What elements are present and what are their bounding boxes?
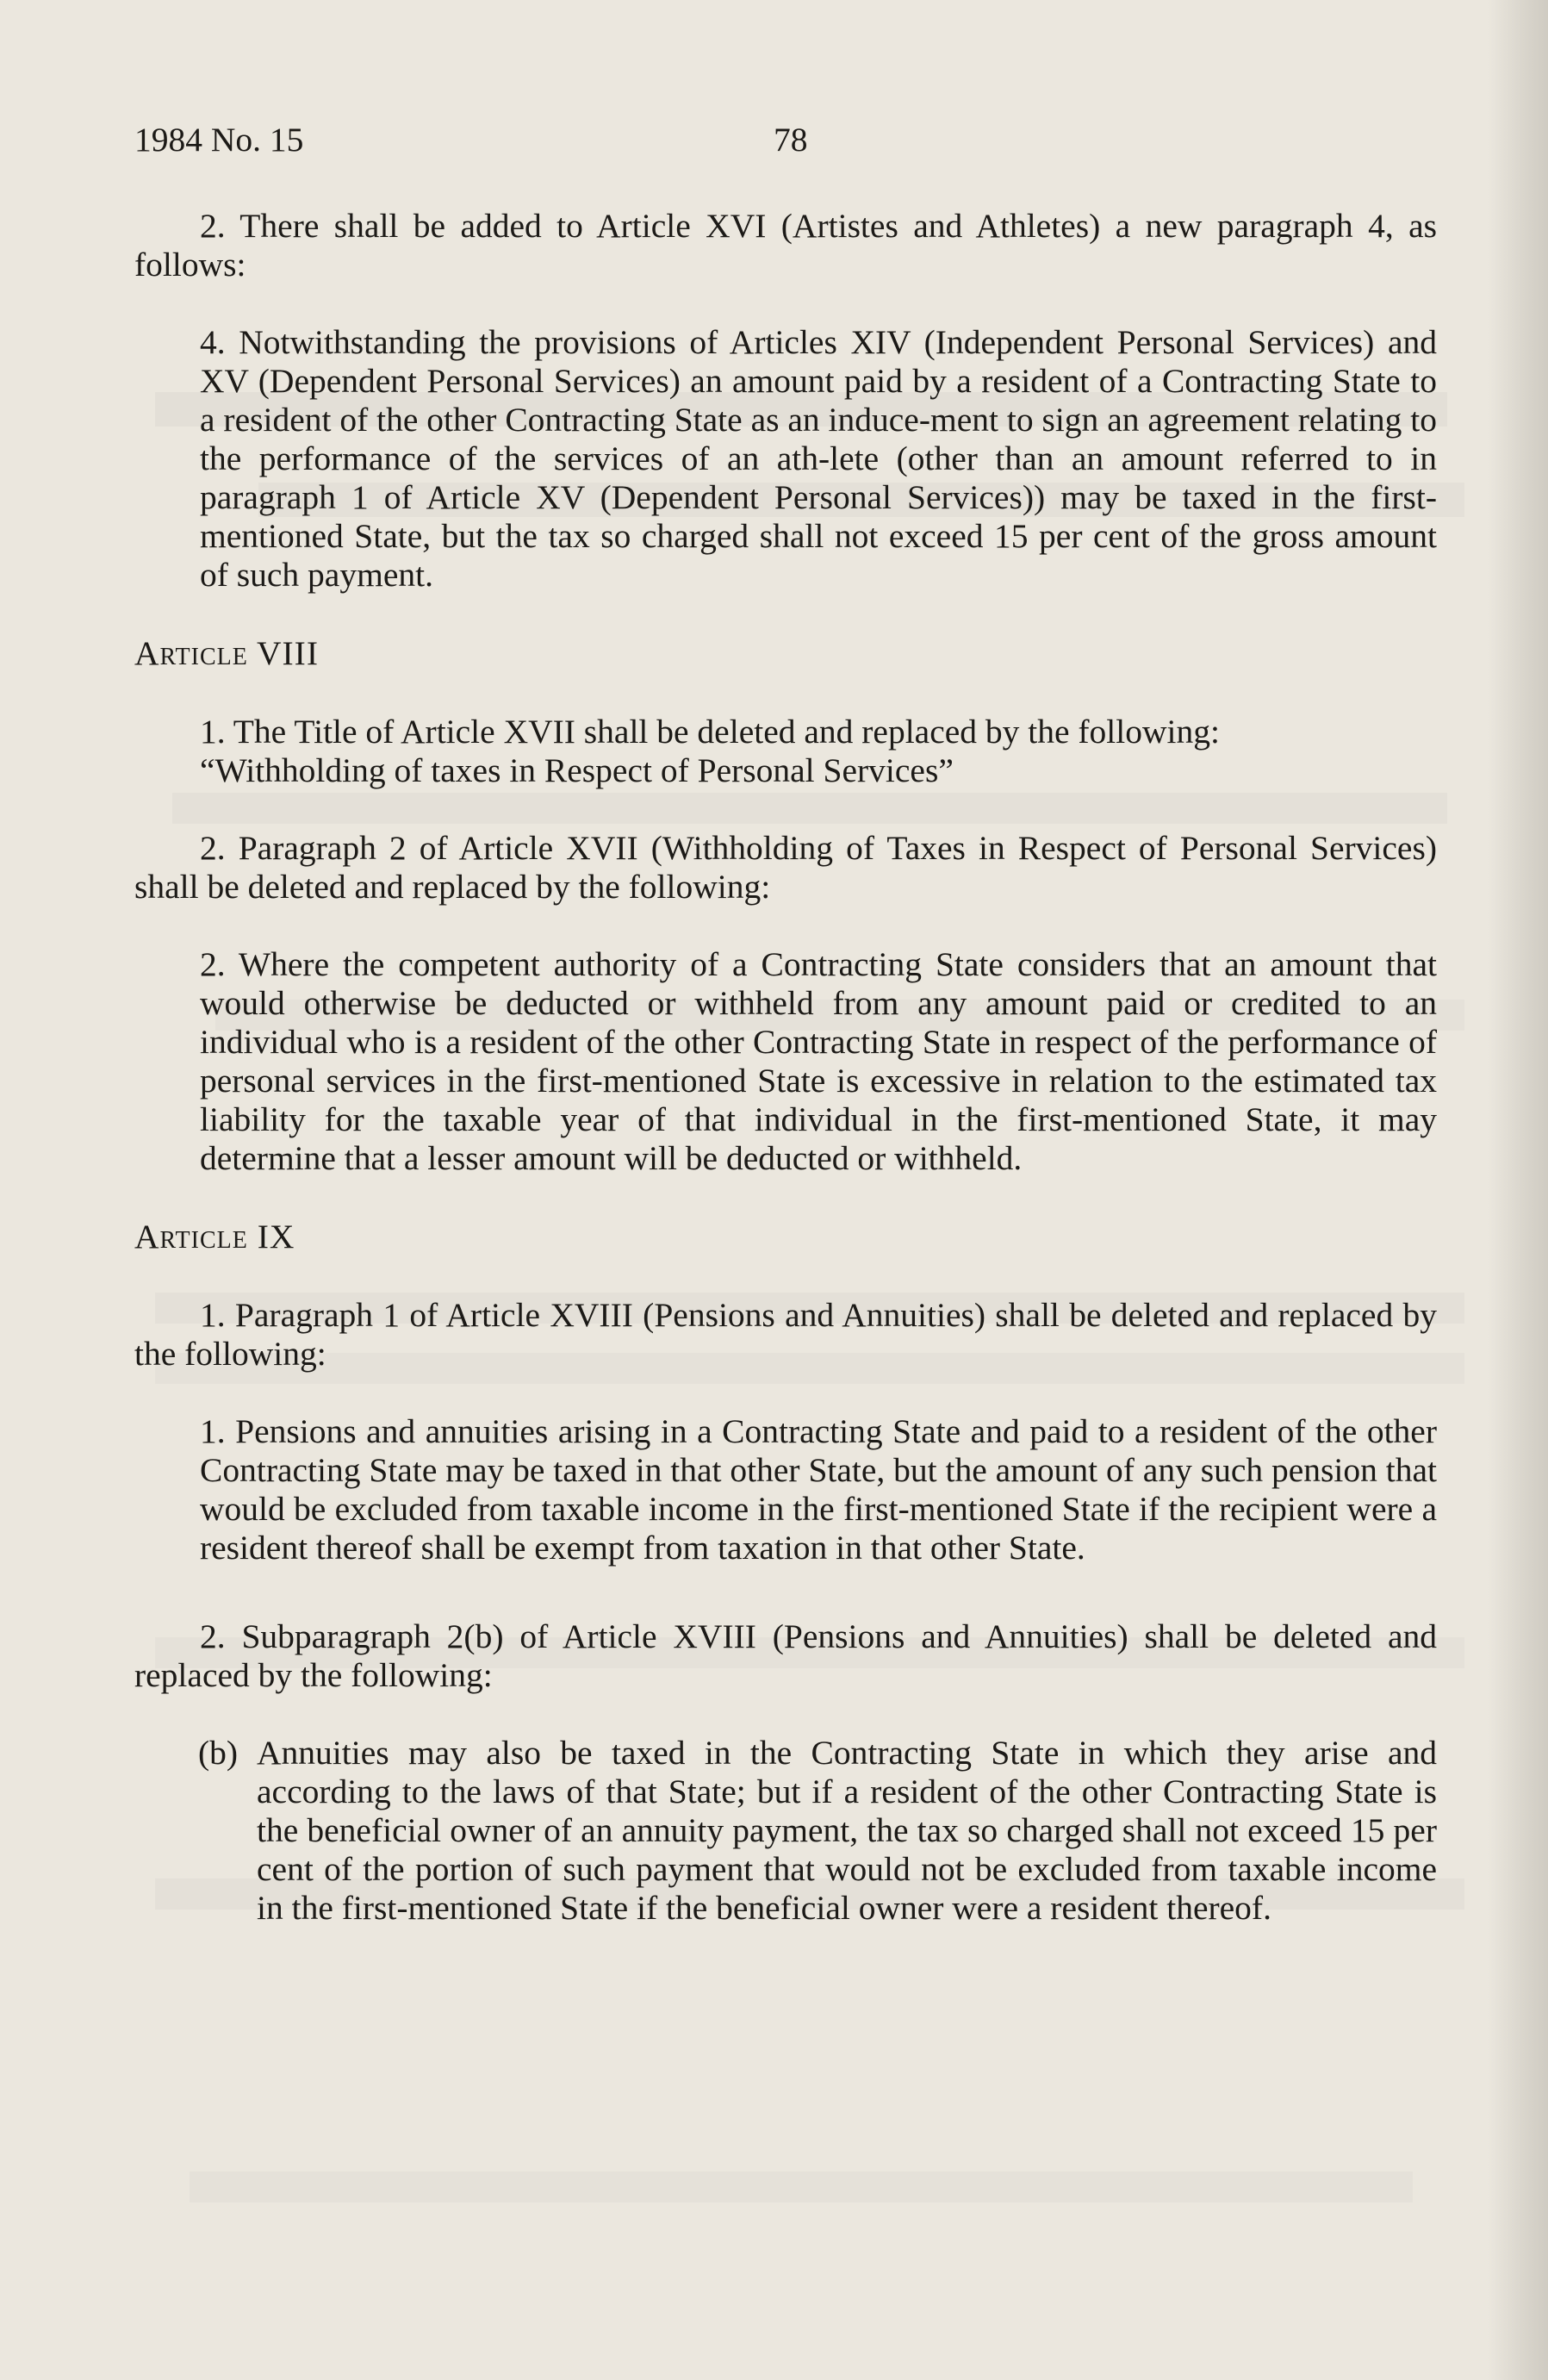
article-viii-replacement-text: 2. Where the competent authority of a Contracting State considers that an amount that would otherwise be deducted or withheld from any amount paid or credited to an individual who is a resident of the other Contracting State in respect of the performance of personal services in the first-mentioned State is excessive in relation to the estimated tax liability for the taxable year of that individual in the first-mentioned State, it may determine that a lesser amount will be deducted or withheld. [200,945,1437,1177]
article-viii-new-title: “Withholding of taxes in Respect of Personal Services” [200,751,954,789]
page-edge-shadow [1488,0,1548,2380]
article-viii-paragraph-2: 2. Paragraph 2 of Article XVII (Withholding of Taxes in Respect of Personal Services) shall be deleted and replaced by the following: [134,829,1437,906]
article-ix-paragraph-2: 2. Subparagraph 2(b) of Article XVIII (Pensions and Annuities) shall be deleted and replaced by the following: [134,1617,1437,1694]
article-xvi-amendment-intro: 2. There shall be added to Article XVI (Artistes and Athletes) a new paragraph 4, as follows: [134,207,1437,283]
article-ix-heading: Article IX [134,1218,295,1255]
article-ix-paragraph-1: 1. Paragraph 1 of Article XVIII (Pensions and Annuities) shall be deleted and replaced by the following: [134,1296,1437,1373]
article-viii-paragraph-1: 1. The Title of Article XVII shall be deleted and replaced by the following: [200,713,1220,751]
article-xvi-paragraph-4: 4. Notwithstanding the provisions of Articles XIV (Independent Personal Services) and XV (Dependent Personal Services) an amount paid by a resident of a Contracting State to a resident of the other Contracting State as an induce-ment to sign an agreement relating to the performance of the services of an ath-lete (other than an amount referred to in paragraph 1 of Article XV (Dependent Personal Services)) may be taxed in the first-mentioned State, but the tax so charged shall not exceed 15 per cent of the gross amount of such payment. [200,323,1437,594]
subparagraph-b-text: Annuities may also be taxed in the Contracting State in which they arise and according to the laws of that State; but if a resident of the other Contracting State is the beneficial owner of an annuity payment, the tax so charged shall not exceed 15 per cent of the portion of such payment that would not be excluded from taxable income in the first-mentioned State if the beneficial owner were a resident thereof. [257,1734,1437,1927]
article-ix-replacement-text-1: 1. Pensions and annuities arising in a Contracting State and paid to a resident of the other Contracting State may be taxed in that other State, but the amount of any such pension that would be excluded from taxable income in the first-mentioned State if the recipient were a resident thereof shall be exempt from taxation in that other State. [200,1412,1437,1567]
page-content [134,103,1437,1928]
article-viii-heading: Article VIII [134,634,319,672]
act-reference: 1984 No. 15 [134,121,304,159]
article-ix-subparagraph-b [134,1734,1437,1928]
page-header [134,103,1437,181]
page-number: 78 [774,121,808,159]
subparagraph-label: (b) [198,1734,239,1772]
